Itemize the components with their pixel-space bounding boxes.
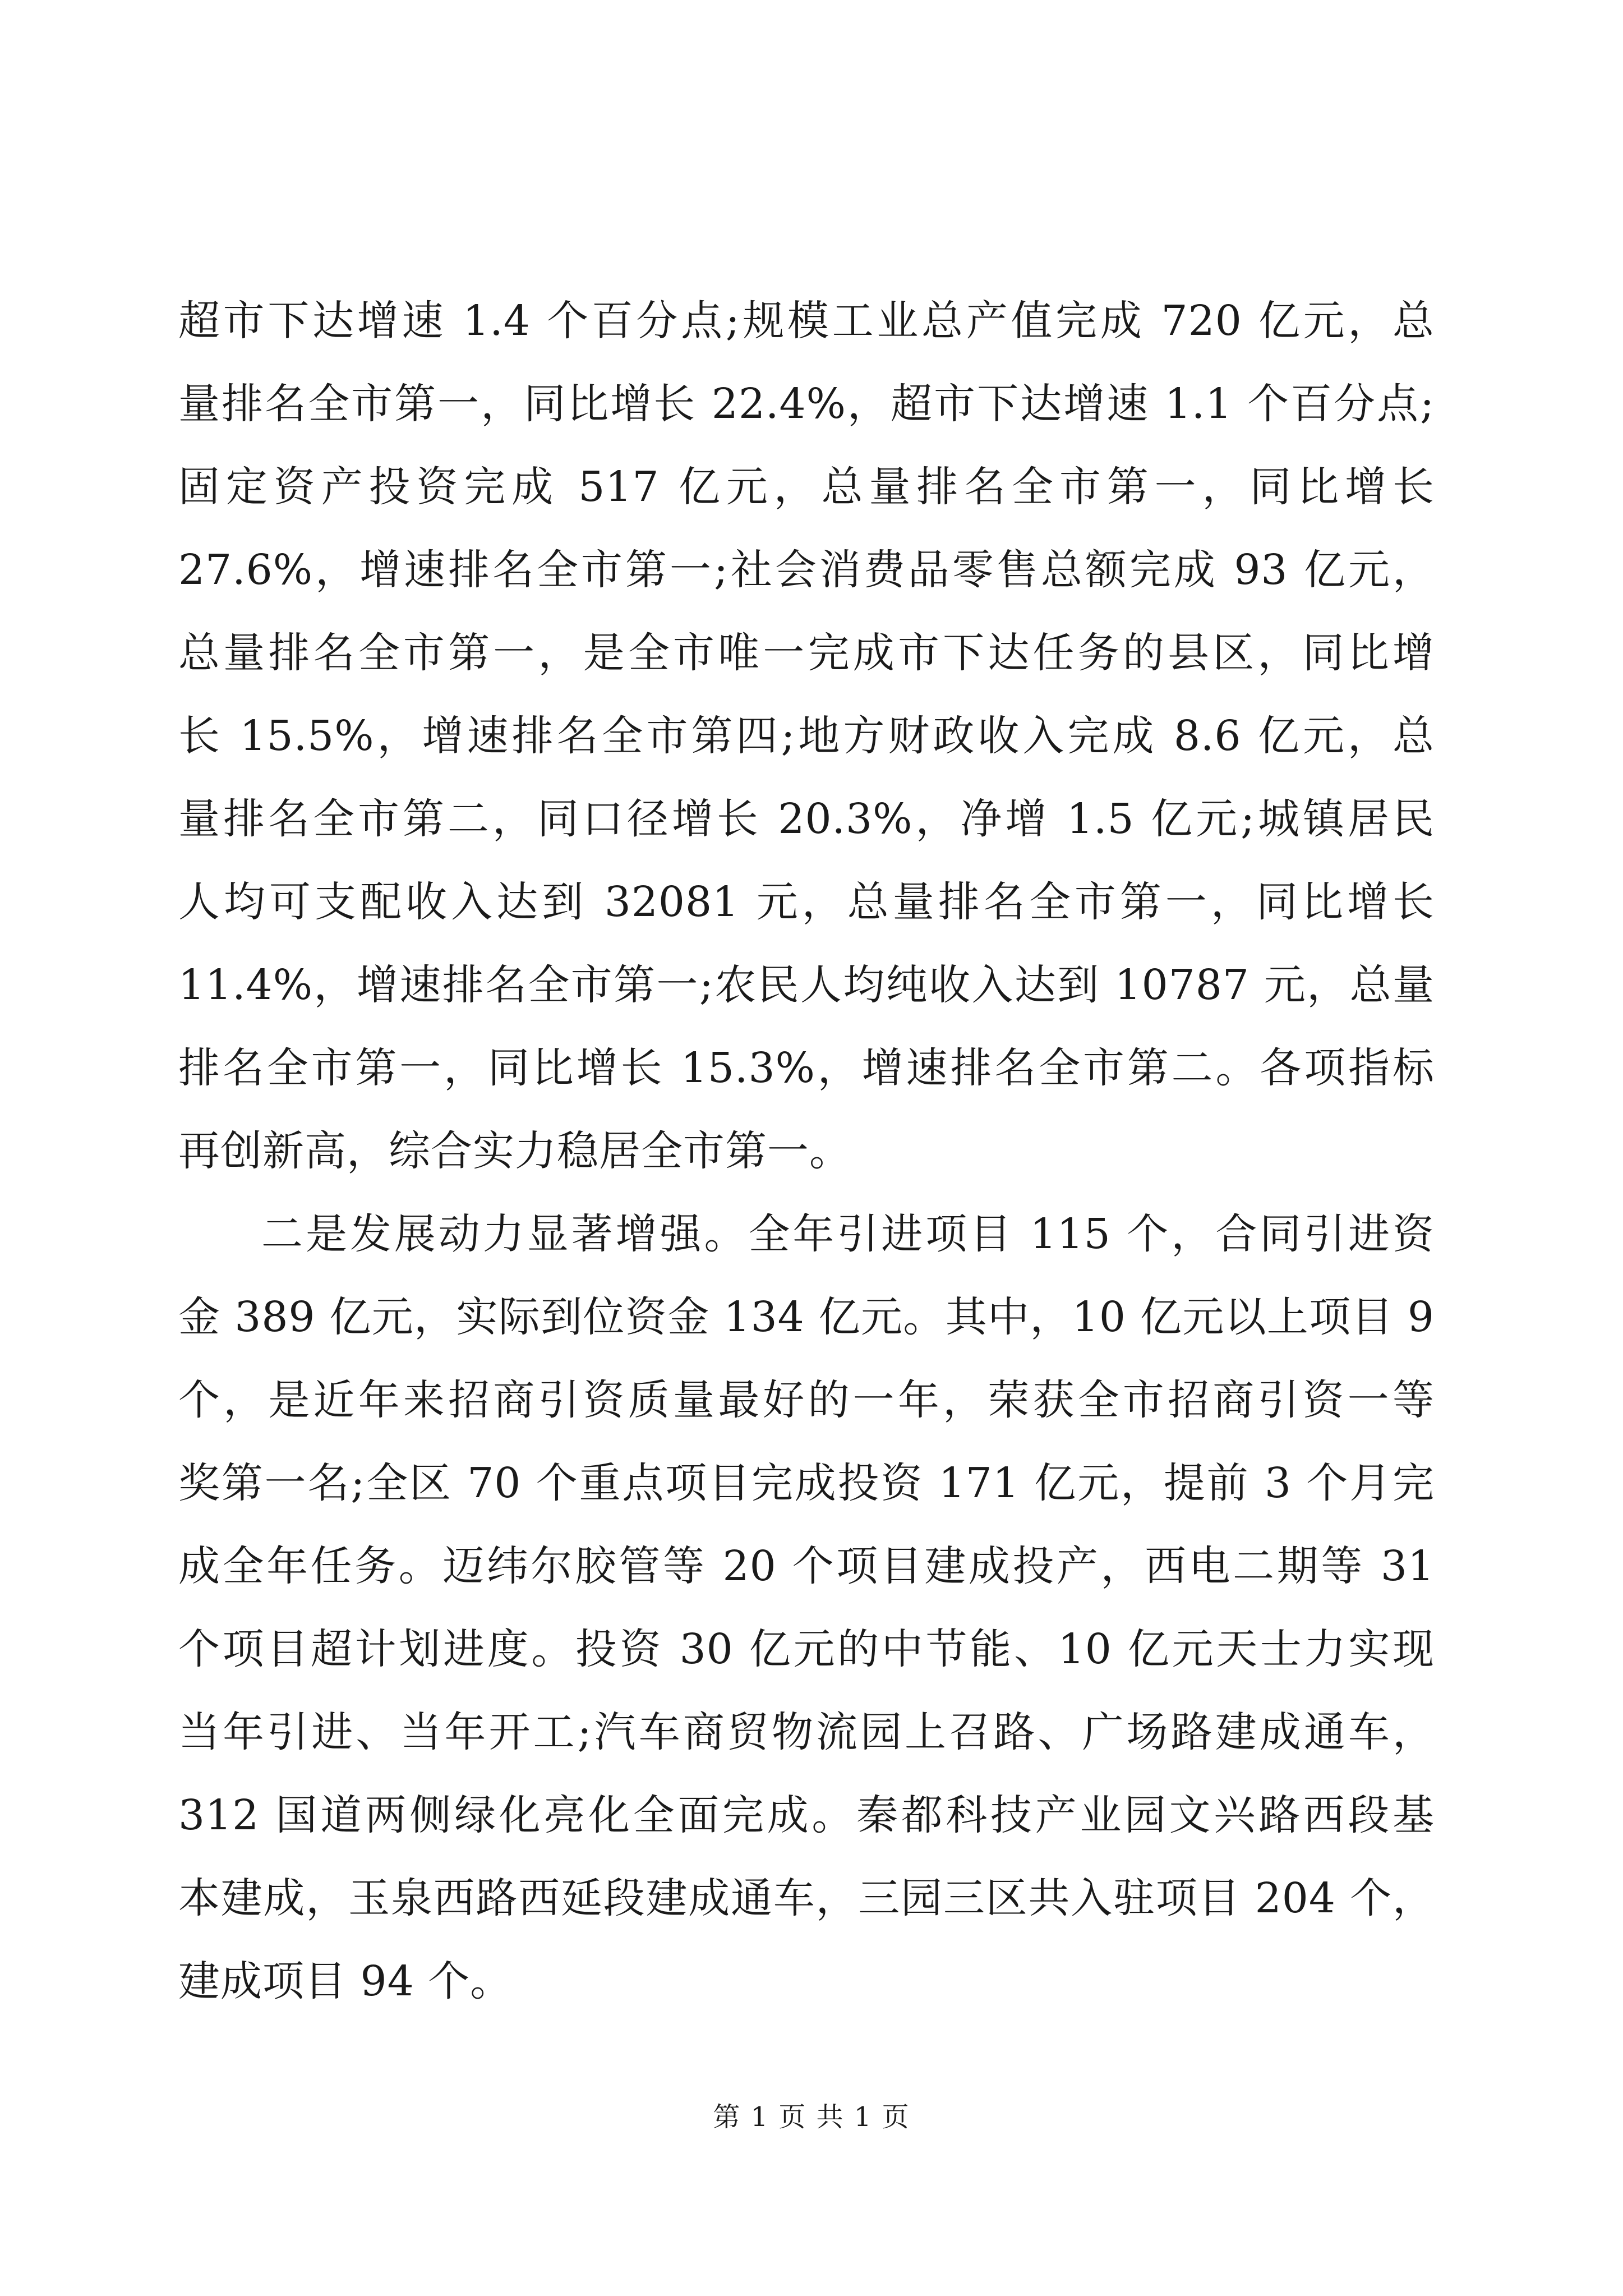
page-number-footer: 第 1 页 共 1 页 bbox=[713, 2101, 910, 2133]
text-line: 个，是近年来招商引资质量最好的一年，荣获全市招商引资一等 bbox=[178, 1376, 1435, 1424]
text-line: 量排名全市第一，同比增长 22.4%，超市下达增速 1.1 个百分点; bbox=[178, 380, 1435, 428]
text-line: 二是发展动力显著增强。全年引进项目 115 个，合同引进资 bbox=[261, 1210, 1435, 1258]
text-line: 奖第一名;全区 70 个重点项目完成投资 171 亿元，提前 3 个月完 bbox=[178, 1459, 1435, 1507]
paragraph-1 bbox=[178, 279, 1435, 1193]
text-line: 再创新高，综合实力稳居全市第一。 bbox=[178, 1127, 851, 1175]
text-line: 11.4%，增速排名全市第一;农民人均纯收入达到 10787 元，总量 bbox=[178, 961, 1435, 1009]
text-line: 长 15.5%，增速排名全市第四;地方财政收入完成 8.6 亿元，总 bbox=[178, 712, 1435, 760]
text-line: 总量排名全市第一，是全市唯一完成市下达任务的县区，同比增 bbox=[178, 629, 1435, 677]
text-line: 27.6%，增速排名全市第一;社会消费品零售总额完成 93 亿元， bbox=[178, 546, 1435, 594]
document-body bbox=[178, 279, 1435, 2023]
text-line: 个项目超计划进度。投资 30 亿元的中节能、10 亿元天士力实现 bbox=[178, 1625, 1435, 1673]
text-line: 312 国道两侧绿化亮化全面完成。秦都科技产业园文兴路西段基 bbox=[178, 1791, 1435, 1839]
text-line: 固定资产投资完成 517 亿元，总量排名全市第一，同比增长 bbox=[178, 463, 1435, 511]
text-line: 当年引进、当年开工;汽车商贸物流园上召路、广场路建成通车， bbox=[178, 1708, 1435, 1756]
text-line: 本建成，玉泉西路西延段建成通车，三园三区共入驻项目 204 个， bbox=[178, 1874, 1435, 1922]
text-line: 超市下达增速 1.4 个百分点;规模工业总产值完成 720 亿元，总 bbox=[178, 297, 1435, 345]
paragraph-2 bbox=[178, 1193, 1435, 2023]
text-line: 量排名全市第二，同口径增长 20.3%，净增 1.5 亿元;城镇居民 bbox=[178, 795, 1435, 843]
text-line: 金 389 亿元，实际到位资金 134 亿元。其中，10 亿元以上项目 9 bbox=[178, 1293, 1435, 1341]
text-line: 成全年任务。迈纬尔胶管等 20 个项目建成投产，西电二期等 31 bbox=[178, 1542, 1435, 1590]
text-line: 建成项目 94 个。 bbox=[178, 1957, 513, 2005]
text-line: 排名全市第一，同比增长 15.3%，增速排名全市第二。各项指标 bbox=[178, 1044, 1435, 1092]
text-line: 人均可支配收入达到 32081 元，总量排名全市第一，同比增长 bbox=[178, 878, 1435, 926]
